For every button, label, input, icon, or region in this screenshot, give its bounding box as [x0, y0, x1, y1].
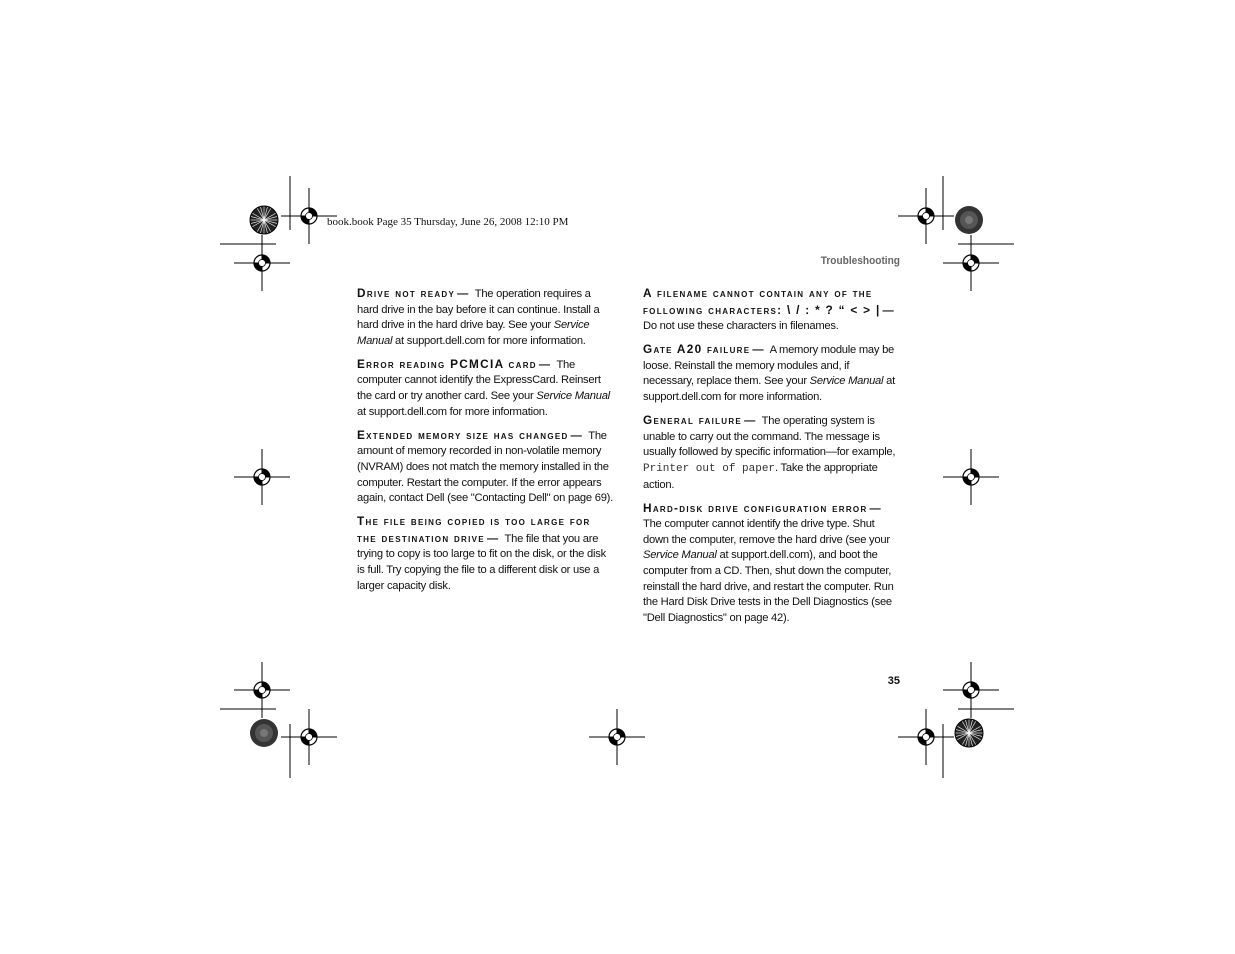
em-dash: —: [538, 358, 550, 371]
print-slug: book.book Page 35 Thursday, June 26, 2008 12:10 PM: [327, 216, 569, 228]
description-text: for more information.: [484, 334, 586, 347]
error-term: General failure: [643, 413, 743, 428]
error-term: Drive not ready: [357, 286, 456, 300]
em-dash: —: [570, 429, 582, 442]
em-dash: —: [882, 304, 894, 317]
error-entry-general-failure: [643, 413, 899, 493]
em-dash: —: [869, 502, 881, 515]
error-term: Gate A20 failure: [643, 342, 751, 357]
error-term: Extended memory size has changed: [357, 427, 569, 442]
error-description: The file that you are trying to copy is too large to fit on the disk, or the disk is full. Try copying the file to a different disk or use a larger capacity disk.: [357, 532, 606, 592]
em-dash: —: [457, 288, 469, 300]
description-text: at: [883, 375, 895, 388]
manual-reference: Service Manual: [809, 375, 884, 388]
em-dash: —: [752, 344, 764, 357]
error-description: The amount of memory recorded in non-volatile memory (NVRAM) does not match the memory installed in the computer. Restart the computer. If the error appears again, contact Dell (see "Contacting Dell" on page 69).: [357, 429, 614, 505]
right-column: [643, 286, 899, 634]
error-description: The operating system is unable to carry out the command. The message is usually followed by specific information—for example,: [643, 415, 896, 459]
error-entry-filename-characters: [643, 286, 899, 335]
error-term: The file being copied is too large for the destination drive: [357, 514, 591, 545]
manual-reference: Service Manual: [643, 549, 717, 562]
support-link: support.dell.com: [731, 549, 810, 562]
manual-reference: Service Manual: [536, 390, 610, 403]
support-link: support.dell.com: [406, 334, 485, 347]
error-entry-hard-disk-config: [643, 501, 899, 627]
error-description: A memory module may be loose. Reinstall the memory modules and, if necessary, replace them. See your: [643, 344, 895, 388]
description-text: at: [357, 405, 369, 418]
error-term: Hard-disk drive configuration error: [643, 500, 868, 515]
error-description: The operation requires a hard drive in the bay before it can continue. Install a hard drive in the hard drive bay. See your: [357, 288, 600, 332]
description-text: ), and boot the computer from a CD. Then, shut down the computer, reinstall the hard drive, and restart the computer. Run the Hard Disk Drive tests in the Dell Diagnostics (see "Dell Diagnostics" on page 42).: [643, 549, 894, 624]
em-dash: —: [486, 532, 498, 545]
error-entry-gate-a20: [643, 342, 899, 405]
error-term: Error reading PCMCIA card: [357, 356, 537, 371]
error-description: The computer cannot identify the ExpressCard. Reinsert the card or try another card. See your: [357, 358, 601, 403]
error-description: The computer cannot identify the drive type. Shut down the computer, remove the hard drive (see your: [643, 518, 890, 546]
left-column: [357, 286, 613, 602]
error-description: Do not use these characters in filenames.: [643, 320, 839, 333]
error-entry-file-too-large: [357, 514, 613, 594]
error-term: A filename cannot contain any of the following characters: \ / : * ? “ < > |: [643, 286, 881, 317]
running-header: Troubleshooting: [820, 255, 900, 267]
description-text: at: [392, 334, 407, 347]
description-text: at: [716, 549, 732, 562]
example-message: Printer out of paper: [643, 462, 776, 475]
em-dash: —: [744, 415, 756, 428]
page-number: 35: [887, 675, 900, 687]
error-entry-drive-not-ready: [357, 286, 613, 349]
error-entry-extended-memory: [357, 428, 613, 507]
description-text: . Take the appropriate action.: [643, 461, 878, 491]
description-text: for more information.: [446, 405, 548, 418]
error-entry-pcmcia: [357, 357, 613, 420]
support-link: support.dell.com: [643, 391, 722, 404]
support-link: support.dell.com: [368, 405, 447, 418]
manual-reference: Service Manual: [357, 319, 590, 347]
description-text: for more information.: [721, 391, 822, 404]
